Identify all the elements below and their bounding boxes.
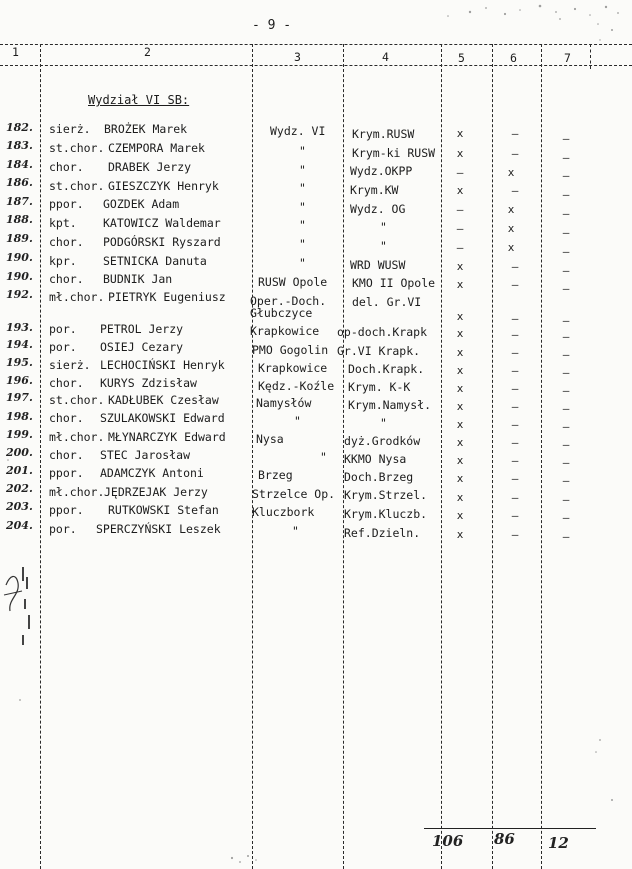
unit: Nysa	[256, 432, 284, 446]
unit: Namysłów	[256, 396, 312, 410]
person-name: MŁYNARCZYK Edward	[108, 430, 226, 444]
col7-mark: –	[562, 314, 570, 327]
col7-mark: –	[562, 348, 570, 361]
rank: st.chor.	[49, 179, 105, 193]
rank: mł.chor.	[49, 430, 105, 444]
col5-mark: x	[456, 127, 464, 140]
margin-annotation-mark	[0, 555, 40, 665]
destination: Krym.Kluczb.	[344, 507, 428, 521]
col6-mark: –	[511, 418, 519, 431]
col7-mark: –	[562, 282, 570, 295]
column-number-4: 4	[382, 50, 389, 64]
col7-mark: –	[562, 530, 570, 543]
col6-mark: –	[511, 509, 519, 522]
destination: KMO II Opole	[352, 276, 436, 290]
col5-mark: x	[456, 454, 464, 467]
total-col6: 86	[494, 830, 515, 848]
col6-mark: x	[507, 222, 515, 235]
col7-mark: –	[562, 493, 570, 506]
col6-mark: –	[511, 127, 519, 140]
person-name: GIESZCZYK Henryk	[108, 179, 219, 193]
person-name: PETROL Jerzy	[100, 322, 184, 336]
destination: dyż.Grodków	[344, 434, 421, 448]
col5-mark: x	[456, 278, 464, 291]
col7-mark: –	[562, 366, 570, 379]
col5-mark: x	[456, 472, 464, 485]
destination: Krym.Namysł.	[348, 398, 432, 412]
col5-mark: x	[456, 418, 464, 431]
unit: Kluczbork	[252, 505, 315, 519]
destination: Doch.Brzeg	[344, 470, 414, 484]
col5-mark: x	[456, 310, 464, 323]
row-number: 197.	[6, 391, 33, 404]
col5-mark: x	[456, 436, 464, 449]
row-number: 188.	[6, 213, 33, 226]
row-number: 200.	[6, 446, 33, 459]
row-number: 198.	[6, 410, 33, 423]
unit: "	[320, 450, 327, 464]
col6-mark: x	[507, 166, 515, 179]
header-bottom-rule	[0, 65, 632, 66]
unit: "	[292, 524, 299, 538]
rank: chor.	[49, 411, 84, 425]
rank: st.chor.	[49, 393, 105, 407]
col5-mark: x	[456, 184, 464, 197]
rank: sierż.	[49, 358, 91, 372]
person-name: ADAMCZYK Antoni	[100, 466, 204, 480]
unit: Kędz.-Koźle	[258, 379, 335, 393]
person-name: GOZDEK Adam	[103, 197, 180, 211]
unit: "	[299, 144, 306, 158]
unit: Brzeg	[258, 468, 293, 482]
rank: chor.	[49, 272, 84, 286]
unit: Oper.-Doch.	[250, 294, 327, 308]
col5-mark: –	[456, 222, 464, 235]
rank: ppor.	[49, 466, 84, 480]
unit: Wydz. VI	[270, 124, 326, 138]
col7-mark: –	[562, 384, 570, 397]
rank: por.	[49, 340, 77, 354]
column-divider-2	[252, 44, 253, 869]
unit: PMO Gogolin	[252, 343, 329, 357]
unit: Krapkowice	[258, 361, 328, 375]
col7-mark: –	[562, 264, 570, 277]
row-number: 190.	[6, 251, 33, 264]
destination: Ref.Dzieln.	[344, 526, 421, 540]
rank: mł.chor.	[49, 290, 105, 304]
person-name: KATOWICZ Waldemar	[103, 216, 221, 230]
column-number-5: 5	[458, 51, 465, 65]
rank: st.chor.	[49, 141, 105, 155]
col5-mark: x	[456, 346, 464, 359]
col6-mark: –	[511, 400, 519, 413]
rank: chor.	[49, 235, 84, 249]
destination: Krym.RUSW	[352, 127, 415, 141]
col7-mark: –	[562, 226, 570, 239]
row-number: 182.	[6, 121, 33, 134]
person-name: SZULAKOWSKI Edward	[100, 411, 225, 425]
col6-mark: –	[511, 260, 519, 273]
unit: "	[294, 414, 301, 428]
col5-mark: x	[456, 528, 464, 541]
person-name: KURYS Zdzisław	[100, 376, 197, 390]
col7-mark: –	[562, 132, 570, 145]
row-number: 183.	[6, 139, 33, 152]
col5-mark: x	[456, 491, 464, 504]
col5-mark: x	[456, 509, 464, 522]
col7-mark: –	[562, 207, 570, 220]
column-divider-4	[441, 44, 442, 869]
col6-mark: –	[511, 436, 519, 449]
col5-mark: x	[456, 364, 464, 377]
col6-mark: x	[507, 203, 515, 216]
person-name: PIETRYK Eugeniusz	[108, 290, 226, 304]
col5-mark: x	[456, 382, 464, 395]
unit: Strzelce Op.	[252, 487, 336, 501]
unit: "	[299, 200, 306, 214]
column-divider-5	[492, 44, 493, 869]
col6-mark: –	[511, 184, 519, 197]
person-name: PODGÓRSKI Ryszard	[103, 235, 221, 249]
col7-mark: –	[562, 169, 570, 182]
col7-mark: –	[562, 188, 570, 201]
col6-mark: –	[511, 528, 519, 541]
row-number: 189.	[6, 232, 33, 245]
unit: "	[299, 218, 306, 232]
col5-mark: x	[456, 260, 464, 273]
row-number: 199.	[6, 428, 33, 441]
destination: "	[380, 220, 387, 234]
row-number: 184.	[6, 158, 33, 171]
destination: KKMO Nysa	[344, 452, 407, 466]
row-number: 192.	[6, 288, 33, 301]
column-number-1: 1	[12, 45, 19, 59]
unit: Krapkowice	[250, 324, 320, 338]
unit: "	[299, 256, 306, 270]
destination: Gr.VI Krapk.	[337, 344, 421, 358]
column-number-3: 3	[294, 50, 301, 64]
rank: chor.	[49, 448, 84, 462]
person-name: STEC Jarosław	[100, 448, 191, 462]
total-col7: 12	[548, 834, 569, 852]
rank: por.	[49, 322, 77, 336]
destination: op-doch.Krapk	[337, 325, 428, 339]
row-number: 204.	[6, 519, 33, 532]
row-number: 194.	[6, 338, 33, 351]
col6-mark: –	[511, 312, 519, 325]
destination: Doch.Krapk.	[348, 362, 425, 376]
section-title: Wydział VI SB:	[88, 93, 190, 107]
rank: chor.	[49, 160, 84, 174]
person-name: OSIEJ Cezary	[100, 340, 184, 354]
rank: ppor.	[49, 197, 84, 211]
person-name: BROŻEK Marek	[104, 122, 188, 136]
col5-mark: x	[456, 147, 464, 160]
col7-mark: –	[562, 511, 570, 524]
col7-mark: –	[562, 245, 570, 258]
unit: "	[299, 163, 306, 177]
col5-mark: x	[456, 327, 464, 340]
rank: kpr.	[49, 254, 77, 268]
destination: "	[380, 416, 387, 430]
col7-mark: –	[562, 402, 570, 415]
col7-mark: –	[562, 456, 570, 469]
destination: Wydz. OG	[350, 202, 406, 216]
total-col5: 106	[432, 832, 464, 850]
unit: RUSW Opole	[258, 275, 328, 289]
col6-mark: –	[511, 364, 519, 377]
row-number: 202.	[6, 482, 33, 495]
col6-mark: –	[511, 472, 519, 485]
unit: "	[299, 237, 306, 251]
destination: Krym. K-K	[348, 380, 411, 394]
person-name: BUDNIK Jan	[103, 272, 173, 286]
destination: Wydz.OKPP	[350, 164, 413, 178]
col6-mark: –	[511, 147, 519, 160]
col5-mark: –	[456, 166, 464, 179]
unit: "	[299, 181, 306, 195]
destination: Krym-ki RUSW	[352, 146, 436, 160]
person-name: SETNICKA Danuta	[103, 254, 207, 268]
row-number: 195.	[6, 356, 33, 369]
person-name: KADŁUBEK Czesław	[108, 393, 219, 407]
column-number-2: 2	[144, 45, 151, 59]
column-number-6: 6	[510, 51, 517, 65]
person-name: JĘDRZEJAK Jerzy	[104, 485, 208, 499]
col5-mark: x	[456, 400, 464, 413]
col7-mark: –	[562, 420, 570, 433]
person-name: SPERCZYŃSKI Leszek	[96, 522, 221, 536]
destination: "	[380, 239, 387, 253]
column-divider-7	[590, 44, 591, 69]
col7-mark: –	[562, 438, 570, 451]
col6-mark: –	[511, 278, 519, 291]
row-number: 187.	[6, 195, 33, 208]
person-name: CZEMPORA Marek	[108, 141, 205, 155]
column-number-7: 7	[564, 51, 571, 65]
col7-mark: –	[562, 151, 570, 164]
unit-line-2: Głubczyce	[250, 306, 313, 320]
page-number: - 9 -	[252, 18, 292, 33]
rank: chor.	[49, 376, 84, 390]
rank: ppor.	[49, 503, 84, 517]
col5-mark: –	[456, 241, 464, 254]
rank: mł.chor.	[49, 485, 105, 499]
col6-mark: –	[511, 382, 519, 395]
column-divider-6	[541, 44, 542, 869]
person-name: DRABEK Jerzy	[108, 160, 192, 174]
col6-mark: –	[511, 454, 519, 467]
col6-mark: –	[511, 328, 519, 341]
rank: kpt.	[49, 216, 77, 230]
destination: Krym.Strzel.	[344, 488, 428, 502]
person-name: RUTKOWSKI Stefan	[108, 503, 219, 517]
destination: del. Gr.VI	[352, 295, 422, 309]
row-number: 196.	[6, 374, 33, 387]
row-number: 186.	[6, 176, 33, 189]
destination: WRD WUSW	[350, 258, 406, 272]
person-name: LECHOCIŃSKI Henryk	[100, 358, 225, 372]
col6-mark: –	[511, 491, 519, 504]
column-divider-1	[40, 44, 41, 869]
destination: Krym.KW	[350, 183, 399, 197]
row-number: 203.	[6, 500, 33, 513]
rank: por.	[49, 522, 77, 536]
col7-mark: –	[562, 330, 570, 343]
row-number: 193.	[6, 321, 33, 334]
col7-mark: –	[562, 474, 570, 487]
col6-mark: x	[507, 241, 515, 254]
col6-mark: –	[511, 346, 519, 359]
row-number: 201.	[6, 464, 33, 477]
rank: sierż.	[49, 122, 91, 136]
header-top-rule	[0, 44, 632, 45]
col5-mark: –	[456, 203, 464, 216]
row-number: 190.	[6, 270, 33, 283]
